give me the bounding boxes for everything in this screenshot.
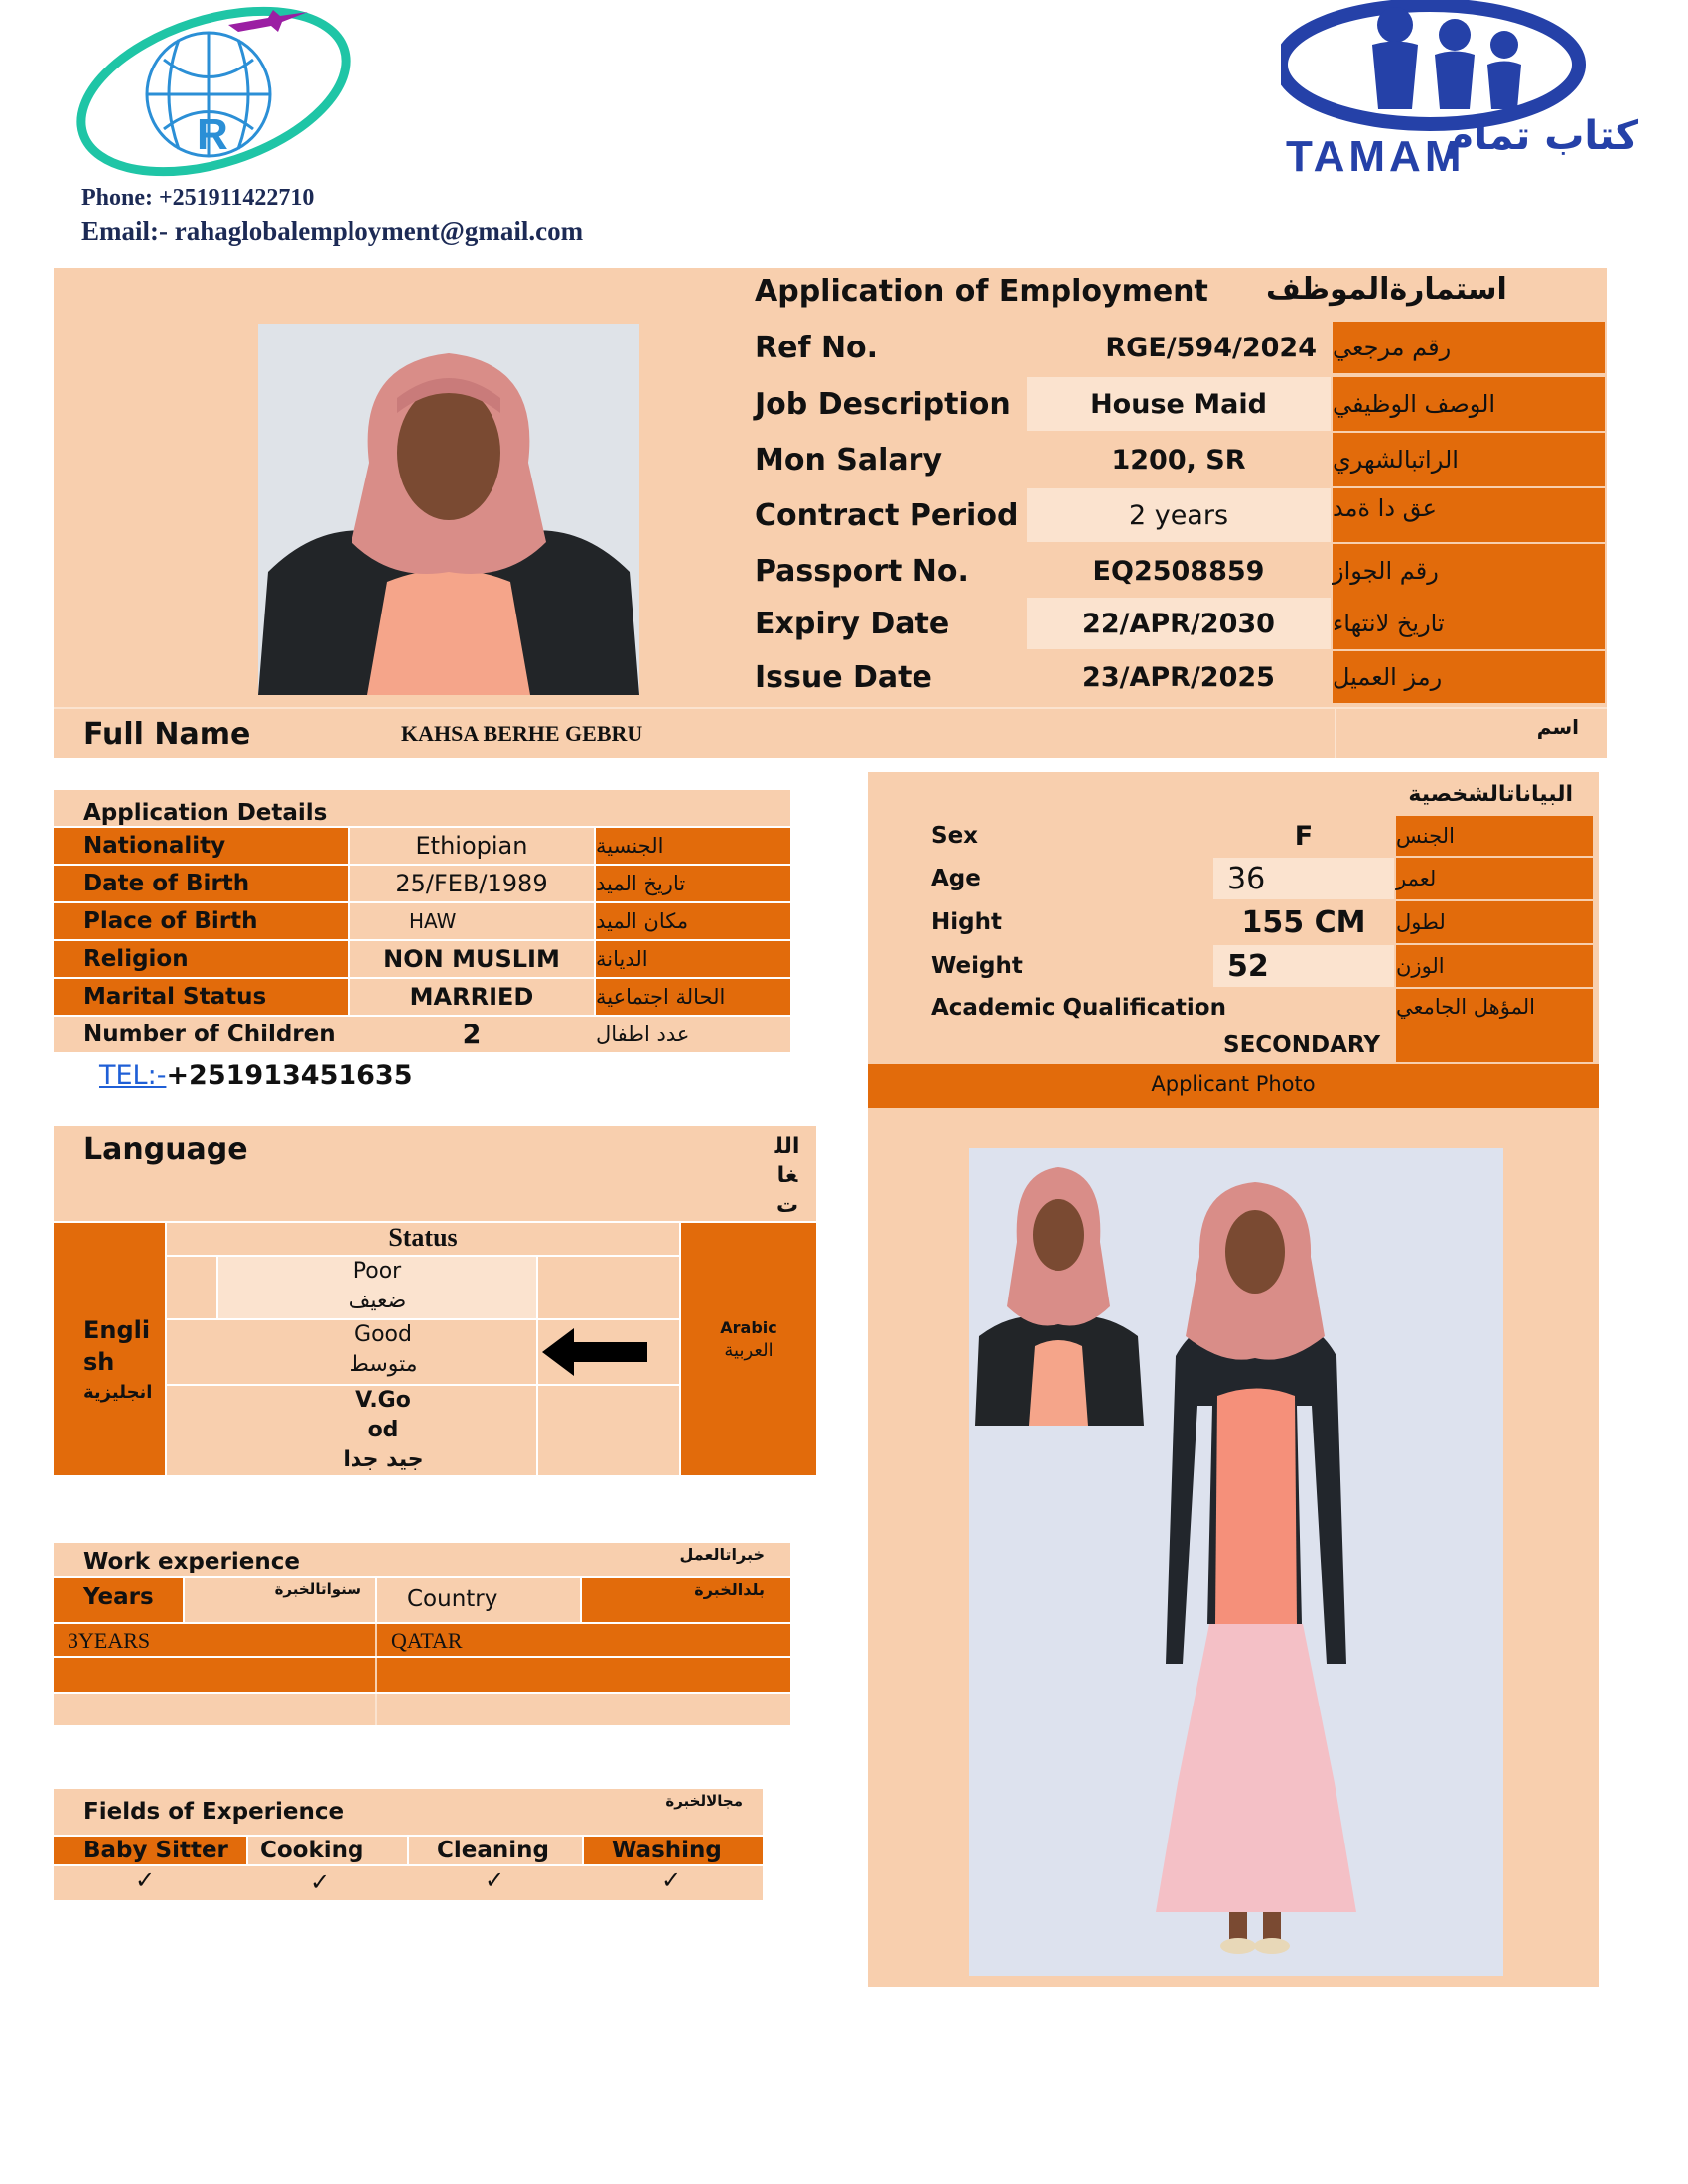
work-years-1: 3YEARS (68, 1628, 151, 1653)
tel-link[interactable]: TEL:- (99, 1060, 167, 1091)
field-washing (584, 1837, 763, 1864)
work-exp-title-row (54, 1543, 790, 1576)
good-row-right (538, 1320, 679, 1384)
contract-period-label: Contract Period (725, 488, 1027, 542)
full-name-row (54, 707, 1335, 758)
sex-label: Sex (902, 816, 1211, 856)
poor-row-right (538, 1257, 679, 1318)
ref-no-label-ar: رقم مرجعي (1333, 322, 1605, 373)
age-label-ar: لعمر (1396, 858, 1593, 899)
field-washing-label: Washing (612, 1838, 722, 1863)
arabic-label: Arabic (720, 1318, 777, 1337)
tel-number: +251913451635 (166, 1060, 413, 1091)
country-label: Country (407, 1586, 498, 1612)
full-name-value: KAHSA BERHE GEBRU (401, 721, 643, 746)
applicant-photo-portrait (258, 324, 639, 695)
work-row-3 (54, 1694, 790, 1725)
issue-date-label-ar: رمز العميل (1333, 651, 1605, 703)
passport-no-label: Passport No. (725, 544, 1027, 598)
academic-row (902, 989, 1394, 1062)
work-exp-title-ar: خبراتالعمل (679, 1545, 765, 1564)
height-value: 155 CM (1213, 901, 1394, 943)
arabic-label-ar: العربية (724, 1340, 774, 1361)
nationality-label: Nationality (54, 828, 348, 864)
years-label-ar: سنواتالخبرة (274, 1580, 361, 1598)
english-label: English (83, 1316, 151, 1376)
field-baby-sitter-label: Baby Sitter (83, 1838, 228, 1863)
country-ar-header (582, 1578, 790, 1622)
check-icon-washing: ✓ (661, 1866, 682, 1894)
academic-value: SECONDARY (1223, 1032, 1380, 1058)
children-label-ar: عدد اطفال (596, 1017, 790, 1052)
salary-value: 1200, SR (1027, 433, 1331, 486)
work-divider-2 (375, 1658, 377, 1692)
poor-row-left (167, 1257, 216, 1318)
check-icon-baby-sitter: ✓ (135, 1866, 156, 1894)
religion-label: Religion (54, 941, 348, 977)
expiry-date-label: Expiry Date (725, 598, 1027, 649)
english-cell (54, 1223, 165, 1475)
ref-no-value: RGE/594/2024 (1027, 322, 1331, 373)
issue-date-value: 23/APR/2025 (1027, 651, 1331, 703)
salary-label-ar: الراتبالشهري (1333, 433, 1605, 486)
good-label: Good (354, 1322, 412, 1347)
nationality-label-ar: الجنسية (596, 828, 790, 864)
field-baby-sitter (54, 1837, 246, 1864)
fields-title: Fields of Experience (83, 1799, 345, 1825)
country-header (377, 1578, 580, 1622)
children-value: 2 (348, 1017, 596, 1052)
applicant-photo-full (969, 1148, 1503, 1976)
svg-text:كتاب تمام: كتاب تمام (1445, 113, 1638, 159)
academic-label: Academic Qualification (931, 995, 1226, 1021)
field-cooking-label: Cooking (260, 1838, 364, 1863)
ref-no-label: Ref No. (725, 322, 1027, 373)
work-row-1 (54, 1624, 790, 1656)
work-row-2 (54, 1658, 790, 1692)
good-label-ar: متوسط (349, 1352, 418, 1377)
good-cell (167, 1320, 536, 1384)
height-label-ar: لطول (1396, 901, 1593, 943)
work-exp-title: Work experience (83, 1549, 300, 1574)
religion-label-ar: الديانة (596, 941, 790, 977)
status-header (167, 1223, 679, 1255)
check-icon-cleaning: ✓ (485, 1866, 505, 1894)
vgood-row-right (538, 1386, 679, 1475)
language-title-ar: اللغات (774, 1134, 800, 1218)
expiry-date-label-ar: تاريخ لانتهاء (1333, 598, 1605, 649)
years-ar-header (185, 1578, 375, 1622)
years-header (54, 1578, 183, 1622)
raha-logo (70, 0, 367, 179)
religion-value: NON MUSLIM (350, 941, 594, 977)
work-country-1: QATAR (391, 1628, 463, 1653)
language-title: Language (83, 1132, 248, 1166)
weight-value: 52 (1213, 945, 1394, 987)
personal-title-ar: البياناتالشخصية (902, 774, 1593, 816)
arabic-cell (681, 1223, 816, 1475)
phone-text: Phone: +251911422710 (81, 185, 315, 210)
weight-label-ar: الوزن (1396, 945, 1593, 987)
form-title: Application of Employment (755, 274, 1208, 309)
fields-title-row (54, 1789, 763, 1835)
field-cleaning-label: Cleaning (437, 1838, 549, 1863)
full-name-ar-cell (1335, 707, 1607, 758)
marital-status-label-ar: الحالة اجتماعية (596, 979, 790, 1015)
application-details-title: Application Details (54, 790, 790, 826)
english-label-ar: انجليزية (83, 1382, 153, 1403)
job-description-value: House Maid (1027, 377, 1331, 431)
dob-label: Date of Birth (54, 866, 348, 901)
form-title-ar: استمارةالموظف (1266, 272, 1507, 307)
svg-text:TAMAM: TAMAM (1286, 132, 1466, 179)
marital-status-value: MARRIED (350, 979, 594, 1015)
job-description-label: Job Description (725, 377, 1027, 431)
issue-date-label: Issue Date (725, 651, 1027, 703)
vgood-cell (167, 1386, 536, 1475)
poor-label: Poor (352, 1259, 402, 1284)
tamam-logo (1281, 0, 1658, 179)
job-description-label-ar: الوصف الوظيفي (1333, 377, 1605, 431)
dob-label-ar: تاريخ الميد (596, 866, 790, 901)
work-divider-3 (375, 1694, 377, 1725)
poor-label-ar: ضعيف (348, 1289, 407, 1313)
sex-label-ar: الجنس (1396, 816, 1593, 856)
poor-cell (218, 1257, 536, 1318)
svg-text:R: R (197, 110, 228, 159)
years-label: Years (83, 1584, 154, 1610)
status-header-text: Status (388, 1223, 458, 1252)
work-divider-1 (375, 1624, 377, 1656)
passport-no-label-ar: رقم الجواز (1333, 544, 1605, 598)
marital-status-label: Marital Status (54, 979, 348, 1015)
check-icon-cooking: ✓ (310, 1868, 331, 1896)
field-cleaning (409, 1837, 582, 1864)
pob-label-ar: مكان الميد (596, 903, 790, 939)
age-value: 36 (1213, 858, 1394, 899)
contract-period-value: 2 years (1027, 488, 1331, 542)
academic-label-ar: المؤهل الجامعي (1396, 989, 1593, 1062)
dob-value: 25/FEB/1989 (350, 866, 594, 901)
pob-value: HAW (350, 903, 594, 939)
full-name-label-ar: اسم (1536, 715, 1579, 739)
applicant-photo-caption: Applicant Photo (868, 1064, 1599, 1108)
form-title-row (725, 270, 1605, 320)
salary-label: Mon Salary (725, 433, 1027, 486)
sex-value: F (1213, 816, 1394, 856)
age-label: Age (902, 858, 1211, 899)
expiry-date-value: 22/APR/2030 (1027, 598, 1331, 649)
country-label-ar: بلدالخبرة (694, 1580, 765, 1599)
fields-title-ar: مجالالخبرة (665, 1792, 743, 1810)
checks-row (54, 1866, 763, 1900)
email-text: Email:- rahaglobalemployment@gmail.com (81, 216, 584, 246)
vgood-label-ar: جيد جدا (343, 1447, 424, 1472)
nationality-value: Ethiopian (350, 828, 594, 864)
children-label: Number of Children (54, 1017, 348, 1052)
full-name-label: Full Name (83, 717, 251, 751)
tel-line (99, 1060, 413, 1091)
vgood-label: V.Good (355, 1388, 411, 1442)
language-header (54, 1126, 816, 1221)
passport-no-value: EQ2508859 (1027, 544, 1331, 598)
field-cooking (248, 1837, 407, 1864)
weight-label: Weight (902, 945, 1211, 987)
contract-period-label-ar: عق دا ةمد (1333, 488, 1605, 542)
height-label: Hight (902, 901, 1211, 943)
selected-arrow-icon (542, 1328, 651, 1376)
pob-label: Place of Birth (54, 903, 348, 939)
